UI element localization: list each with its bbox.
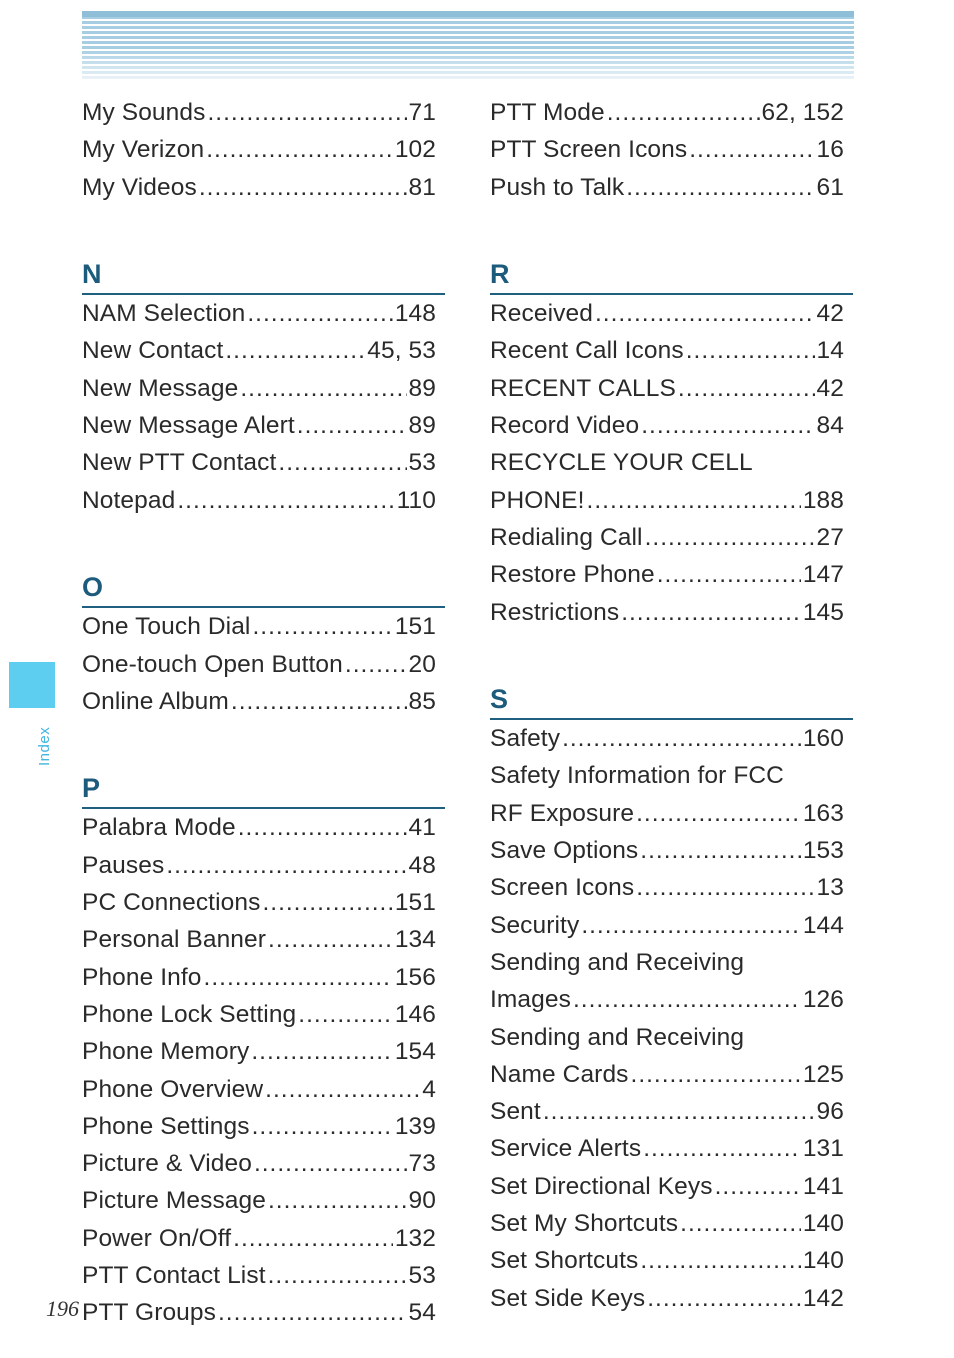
index-entry-term: New PTT Contact bbox=[82, 449, 277, 477]
index-entry-term: Security bbox=[490, 911, 580, 939]
dot-leader bbox=[645, 519, 815, 556]
index-entry bbox=[490, 332, 853, 369]
index-entry-term: Set My Shortcuts bbox=[490, 1210, 679, 1238]
index-entry-term: Sent bbox=[490, 1098, 541, 1126]
dot-leader bbox=[640, 832, 801, 869]
dot-leader bbox=[715, 1168, 801, 1205]
index-entry-page: 153 bbox=[802, 837, 844, 865]
dot-leader bbox=[636, 869, 814, 906]
dot-leader bbox=[268, 1182, 407, 1219]
index-entry-term: Palabra Mode bbox=[82, 814, 236, 842]
index-entry-term: Set Side Keys bbox=[490, 1284, 646, 1312]
dot-leader bbox=[647, 1280, 801, 1317]
index-entry-page: 16 bbox=[816, 136, 844, 164]
index-entry bbox=[490, 407, 853, 444]
index-entry bbox=[490, 907, 853, 944]
index-entry-page: 81 bbox=[408, 173, 436, 201]
index-letter-heading: R bbox=[490, 259, 853, 295]
index-entry-page: 27 bbox=[816, 523, 844, 551]
index-entry bbox=[82, 332, 445, 369]
index-entry-term: Save Options bbox=[490, 837, 639, 865]
index-entry-term: Record Video bbox=[490, 412, 640, 440]
dot-leader bbox=[177, 482, 394, 519]
index-entry-page: 62, 152 bbox=[761, 99, 844, 126]
index-entry bbox=[490, 482, 853, 519]
dot-leader bbox=[166, 847, 406, 884]
index-entry bbox=[490, 1130, 853, 1167]
index-entry-term: NAM Selection bbox=[82, 300, 246, 328]
index-entry bbox=[490, 556, 853, 593]
dot-leader bbox=[581, 907, 801, 944]
index-column-right bbox=[490, 94, 853, 1317]
dot-leader bbox=[218, 1294, 407, 1331]
index-entry-page: 84 bbox=[816, 412, 844, 440]
dot-leader bbox=[621, 594, 801, 631]
index-entry-term: Online Album bbox=[82, 687, 229, 715]
dot-leader bbox=[204, 959, 393, 996]
index-entry-term: Recent Call Icons bbox=[490, 337, 684, 365]
dot-leader bbox=[231, 683, 407, 720]
index-entry-term: Phone Settings bbox=[82, 1112, 250, 1140]
index-entry bbox=[82, 444, 445, 481]
index-entry-page: 48 bbox=[408, 851, 436, 879]
index-entry-page: 73 bbox=[408, 1150, 436, 1178]
index-entry-term: Picture Message bbox=[82, 1187, 266, 1215]
index-entry-page: 42 bbox=[816, 374, 844, 402]
index-entry bbox=[490, 1093, 853, 1130]
index-entry bbox=[82, 996, 445, 1033]
index-entry-term: Name Cards bbox=[490, 1060, 629, 1088]
index-entry bbox=[490, 832, 853, 869]
index-entry-page: 110 bbox=[396, 486, 436, 514]
index-entry-page: 125 bbox=[802, 1060, 844, 1088]
index-entry-page: 139 bbox=[394, 1112, 436, 1140]
index-entry bbox=[490, 594, 853, 631]
index-entry-term: Phone Lock Setting bbox=[82, 1000, 297, 1028]
index-entry-term: My Sounds bbox=[82, 99, 206, 126]
section-spacer bbox=[82, 206, 445, 243]
index-entry-term: Restore Phone bbox=[490, 561, 655, 589]
index-entry-term: Pauses bbox=[82, 851, 165, 879]
index-entry-page: 20 bbox=[408, 650, 436, 678]
index-entry-term: Picture & Video bbox=[82, 1150, 252, 1178]
dot-leader bbox=[607, 94, 760, 131]
dot-leader bbox=[225, 332, 365, 369]
index-entry bbox=[82, 1220, 445, 1257]
index-entry-line: Safety Information for FCC bbox=[490, 762, 784, 790]
index-entry bbox=[82, 1182, 445, 1219]
index-entry-term: My Videos bbox=[82, 173, 197, 201]
index-entry-page: 13 bbox=[816, 874, 844, 902]
index-entry-page: 132 bbox=[394, 1224, 436, 1252]
dot-leader bbox=[278, 444, 406, 481]
index-entry bbox=[490, 720, 853, 757]
dot-leader bbox=[252, 608, 392, 645]
index-entry bbox=[82, 1257, 445, 1294]
index-entry bbox=[82, 407, 445, 444]
section-spacer bbox=[490, 631, 853, 668]
dot-leader bbox=[643, 1130, 801, 1167]
index-entry-page: 144 bbox=[802, 911, 844, 939]
index-entry-term: New Contact bbox=[82, 337, 224, 365]
dot-leader bbox=[199, 169, 407, 206]
header-decorative-band bbox=[82, 11, 854, 79]
index-entry bbox=[490, 94, 853, 131]
index-entry-page: 147 bbox=[802, 561, 844, 589]
dot-leader bbox=[657, 556, 801, 593]
index-entry-term: Service Alerts bbox=[490, 1135, 642, 1163]
index-entry bbox=[82, 683, 445, 720]
index-entry bbox=[82, 1108, 445, 1145]
dot-leader bbox=[680, 1205, 801, 1242]
index-entry-page: 134 bbox=[394, 926, 436, 954]
dot-leader bbox=[641, 407, 814, 444]
dot-leader bbox=[636, 795, 801, 832]
index-entry bbox=[490, 981, 853, 1018]
index-entry bbox=[490, 1242, 853, 1279]
index-entry-term: New Message bbox=[82, 374, 239, 402]
index-entry-term: Redialing Call bbox=[490, 523, 643, 551]
index-entry-page: 53 bbox=[408, 449, 436, 477]
index-entry-term: RECENT CALLS bbox=[490, 374, 676, 402]
index-entry-page: 145 bbox=[802, 598, 844, 626]
index-entry bbox=[82, 847, 445, 884]
index-entry-page: 85 bbox=[408, 687, 436, 715]
index-entry-term: Personal Banner bbox=[82, 926, 267, 954]
index-entry-page: 142 bbox=[802, 1284, 844, 1312]
index-entry-page: 163 bbox=[802, 799, 844, 827]
dot-leader bbox=[631, 1056, 801, 1093]
index-entry-page: 160 bbox=[802, 725, 844, 753]
index-entry-page: 42 bbox=[816, 300, 844, 328]
index-entry bbox=[490, 1205, 853, 1242]
index-entry-term: My Verizon bbox=[82, 136, 205, 164]
index-entry bbox=[490, 295, 853, 332]
index-entry-page: 4 bbox=[422, 1075, 436, 1103]
index-entry-page: 71 bbox=[408, 99, 436, 126]
index-entry-line: Sending and Receiving bbox=[490, 1023, 745, 1051]
dot-leader bbox=[207, 94, 406, 131]
index-entry bbox=[490, 169, 853, 206]
dot-leader bbox=[240, 370, 406, 407]
index-entry bbox=[490, 131, 853, 168]
index-entry bbox=[82, 646, 445, 683]
index-entry-term: Received bbox=[490, 300, 593, 328]
dot-leader bbox=[265, 1071, 420, 1108]
index-entry-page: 188 bbox=[802, 486, 844, 514]
dot-leader bbox=[595, 295, 815, 332]
index-entry bbox=[82, 608, 445, 645]
index-entry-term: Phone Info bbox=[82, 963, 202, 991]
dot-leader bbox=[626, 169, 814, 206]
index-entry bbox=[82, 131, 445, 168]
index-letter-heading: O bbox=[82, 572, 445, 608]
index-entry-page: 45, 53 bbox=[367, 337, 436, 365]
dot-leader bbox=[268, 1257, 407, 1294]
section-spacer bbox=[82, 519, 445, 556]
dot-leader bbox=[233, 1220, 393, 1257]
index-entry bbox=[490, 1280, 853, 1317]
index-entry-term: Notepad bbox=[82, 486, 176, 514]
index-entry-term: PC Connections bbox=[82, 889, 261, 917]
index-entry-page: 61 bbox=[816, 173, 844, 201]
dot-leader bbox=[254, 1145, 407, 1182]
dot-leader bbox=[262, 884, 392, 921]
index-entry-page: 89 bbox=[408, 412, 436, 440]
index-entry-page: 126 bbox=[802, 986, 844, 1014]
index-entry-term: Set Shortcuts bbox=[490, 1247, 639, 1275]
index-entry-page: 148 bbox=[394, 300, 436, 328]
index-entry-page: 54 bbox=[408, 1299, 436, 1327]
index-entry-term: Screen Icons bbox=[490, 874, 635, 902]
index-entry-term: Push to Talk bbox=[490, 173, 625, 201]
index-entry-page: 140 bbox=[802, 1210, 844, 1238]
section-spacer bbox=[490, 206, 853, 243]
dot-leader bbox=[206, 131, 393, 168]
index-entry-page: 14 bbox=[816, 337, 844, 365]
dot-leader bbox=[297, 407, 407, 444]
index-entry-term: Phone Memory bbox=[82, 1038, 250, 1066]
index-entry bbox=[82, 295, 445, 332]
index-entry-page: 41 bbox=[408, 814, 436, 842]
index-entry-page: 146 bbox=[394, 1000, 436, 1028]
index-entry bbox=[82, 94, 445, 131]
index-entry bbox=[82, 1294, 445, 1331]
index-entry-page: 90 bbox=[408, 1187, 436, 1215]
index-entry-term: PTT Mode bbox=[490, 99, 605, 126]
index-letter-heading: S bbox=[490, 684, 853, 720]
index-entry-page: 151 bbox=[394, 613, 436, 641]
index-entry bbox=[82, 482, 445, 519]
index-entry bbox=[82, 884, 445, 921]
dot-leader bbox=[252, 1108, 393, 1145]
index-entry bbox=[82, 1071, 445, 1108]
index-entry bbox=[82, 921, 445, 958]
index-entry bbox=[82, 370, 445, 407]
index-entry bbox=[82, 809, 445, 846]
index-entry-term: Set Directional Keys bbox=[490, 1172, 713, 1200]
dot-leader bbox=[689, 131, 814, 168]
dot-leader bbox=[587, 482, 801, 519]
dot-leader bbox=[268, 921, 393, 958]
dot-leader bbox=[543, 1093, 815, 1130]
index-entry bbox=[82, 1033, 445, 1070]
index-entry bbox=[490, 370, 853, 407]
index-entry-term: PTT Contact List bbox=[82, 1262, 266, 1290]
section-side-label: Index bbox=[36, 726, 53, 766]
dot-leader bbox=[238, 809, 407, 846]
index-entry-page: 154 bbox=[394, 1038, 436, 1066]
index-entry-term: Power On/Off bbox=[82, 1224, 232, 1252]
dot-leader bbox=[345, 646, 407, 683]
index-entry-page: 102 bbox=[394, 136, 436, 164]
index-entry-page: 89 bbox=[408, 374, 436, 402]
dot-leader bbox=[640, 1242, 800, 1279]
index-entry-line: RECYCLE YOUR CELL bbox=[490, 449, 753, 477]
dot-leader bbox=[251, 1033, 392, 1070]
index-entry-term: One-touch Open Button bbox=[82, 650, 343, 678]
index-column-left bbox=[82, 94, 445, 1332]
index-entry-page: 131 bbox=[802, 1135, 844, 1163]
index-entry-line: Sending and Receiving bbox=[490, 948, 745, 976]
dot-leader bbox=[686, 332, 815, 369]
index-entry-term: PHONE! bbox=[490, 486, 585, 514]
index-entry bbox=[82, 169, 445, 206]
index-entry bbox=[490, 869, 853, 906]
dot-leader bbox=[562, 720, 801, 757]
index-entry-page: 96 bbox=[816, 1098, 844, 1126]
index-entry-page: 53 bbox=[408, 1262, 436, 1290]
section-tab-marker bbox=[9, 662, 55, 708]
index-entry-page: 141 bbox=[802, 1172, 844, 1200]
index-entry-term: Images bbox=[490, 986, 571, 1014]
index-entry bbox=[490, 795, 853, 832]
index-entry-term: RF Exposure bbox=[490, 799, 635, 827]
dot-leader bbox=[298, 996, 393, 1033]
section-spacer bbox=[82, 720, 445, 757]
index-entry-term: Restrictions bbox=[490, 598, 620, 626]
dot-leader bbox=[247, 295, 392, 332]
index-entry bbox=[490, 519, 853, 556]
index-entry-term: PTT Groups bbox=[82, 1299, 216, 1327]
index-entry-page: 156 bbox=[394, 963, 436, 991]
page-number: 196 bbox=[46, 1296, 79, 1321]
index-letter-heading: P bbox=[82, 773, 445, 809]
index-entry-page: 140 bbox=[802, 1247, 844, 1275]
index-entry-term: Phone Overview bbox=[82, 1075, 264, 1103]
index-entry-term: Safety bbox=[490, 725, 561, 753]
index-entry-term: New Message Alert bbox=[82, 412, 295, 440]
dot-leader bbox=[678, 370, 815, 407]
index-letter-heading: N bbox=[82, 259, 445, 295]
index-entry bbox=[490, 1056, 853, 1093]
dot-leader bbox=[573, 981, 801, 1018]
index-entry-page: 151 bbox=[394, 889, 436, 917]
index-entry bbox=[82, 959, 445, 996]
index-entry-term: PTT Screen Icons bbox=[490, 136, 688, 164]
index-entry bbox=[490, 1168, 853, 1205]
index-entry bbox=[82, 1145, 445, 1182]
index-entry-term: One Touch Dial bbox=[82, 613, 251, 641]
